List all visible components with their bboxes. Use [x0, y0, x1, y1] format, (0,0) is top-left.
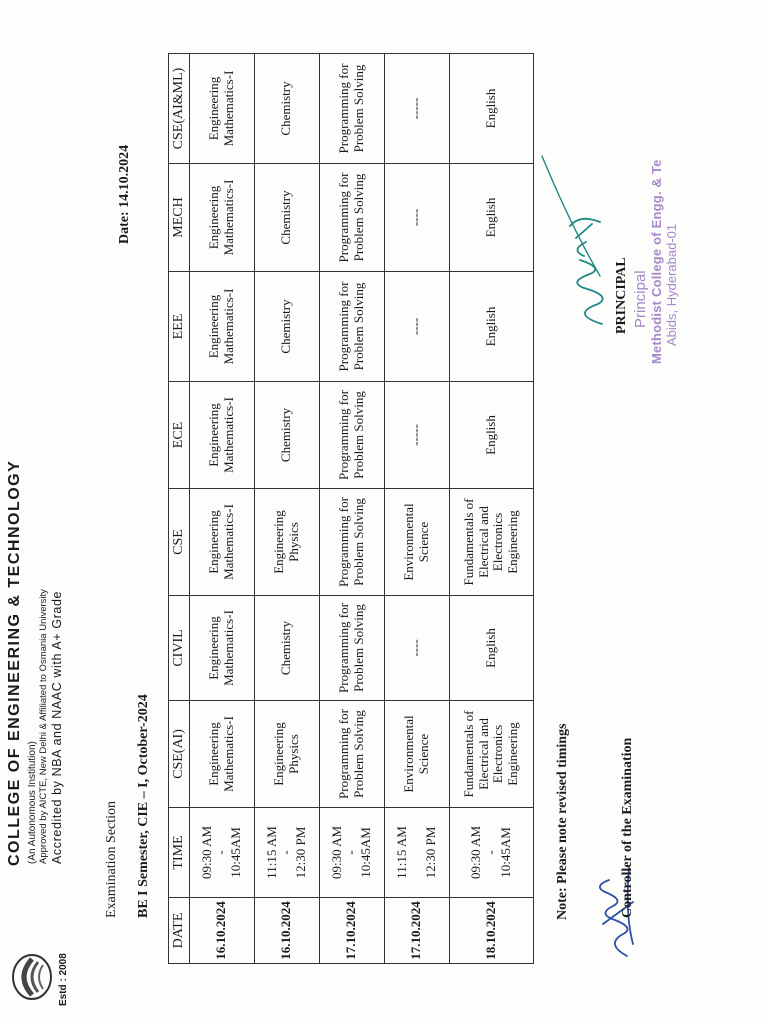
subject-cell: Chemistry [254, 164, 319, 272]
column-header: MECH [169, 164, 190, 272]
subject-cell: Programming for Problem Solving [319, 164, 384, 272]
subject-cell: Fundamentals of Electrical and Electronics Engineering [449, 489, 533, 596]
subject-cell: English [449, 54, 533, 164]
issue-date: Date: 14.10.2024 [117, 144, 132, 244]
column-header: DATE [169, 898, 190, 964]
subject-cell: Chemistry [254, 54, 319, 164]
exam-timetable [168, 53, 534, 964]
subject-cell: Environmental Science [384, 489, 449, 596]
time-end: 10:45AM [227, 827, 243, 878]
time-start: 09:30 AM [468, 825, 484, 880]
table-header-row [169, 54, 190, 964]
time-separator: - [278, 850, 294, 855]
subject-cell: Engineering Mathematics-I [189, 489, 254, 596]
subject-cell: ----- [384, 54, 449, 164]
controller-title: Controller of the Examination [620, 737, 635, 918]
column-header: CSE [169, 489, 190, 596]
date-cell: 16.10.2024 [254, 898, 319, 964]
subject-cell: English [449, 596, 533, 701]
time-cell [319, 808, 384, 898]
subject-cell: Programming for Problem Solving [319, 272, 384, 382]
college-name: COLLEGE OF ENGINEERING & TECHNOLOGY [6, 459, 23, 866]
time-end: 12:30 PM [292, 826, 308, 879]
accreditation-note: Accredited by NBA and NAAC with A+ Grade [50, 590, 64, 864]
date-cell: 17.10.2024 [384, 898, 449, 964]
subject-cell: Engineering Physics [254, 489, 319, 596]
principal-stamp [632, 159, 679, 364]
time-start: 11:15 AM [263, 826, 279, 879]
column-header: CSE(AI&ML) [169, 54, 190, 164]
established-year: Estd : 2008 [58, 953, 69, 1006]
time-cell [384, 808, 449, 898]
time-separator: - [483, 850, 498, 855]
time-end: 10:45AM [497, 827, 513, 878]
subject-cell: Environmental Science [384, 701, 449, 808]
stamp-address: Abids, Hyderabad-01 [664, 223, 679, 346]
table-row [384, 54, 449, 964]
table-row [449, 54, 533, 964]
principal-title: PRINCIPAL [614, 257, 629, 334]
autonomous-note: (An Autonomous Institution) [27, 741, 38, 864]
subject-cell: Engineering Mathematics-I [189, 596, 254, 701]
subject-cell: Engineering Mathematics-I [189, 164, 254, 272]
college-emblem-icon [8, 952, 54, 1002]
table-row [319, 54, 384, 964]
time-end: 10:45AM [357, 827, 373, 878]
time-start: 09:30 AM [198, 825, 214, 880]
revision-note: Note: Please note revised timings [555, 723, 570, 920]
subject-cell: ----- [384, 382, 449, 489]
date-cell: 16.10.2024 [189, 898, 254, 964]
subject-cell: ---- [384, 272, 449, 382]
subject-cell: English [449, 164, 533, 272]
stamp-title: Principal [632, 270, 649, 328]
time-end: 12:30 PM [422, 826, 438, 879]
subject-cell: English [449, 272, 533, 382]
semester-title: BE I Semester, CIE – I, October-2024 [136, 694, 151, 918]
subject-cell: Engineering Mathematics-I [189, 701, 254, 808]
column-header: TIME [169, 808, 190, 898]
subject-cell: Programming for Problem Solving [319, 596, 384, 701]
time-start: 09:30 AM [328, 825, 344, 880]
approval-note: Approved by AICTE, New Delhi & Affiliated to Osmania University [38, 589, 49, 864]
date-cell: 18.10.2024 [449, 898, 533, 964]
subject-cell: ---- [384, 164, 449, 272]
subject-cell: Chemistry [254, 382, 319, 489]
subject-cell: Engineering Physics [254, 701, 319, 808]
subject-cell: Fundamentals of Electrical and Electronics Engineering [449, 701, 533, 808]
stamp-college: Methodist College of Engg. & Te [649, 159, 664, 364]
table-row [189, 54, 254, 964]
time-cell [449, 808, 533, 898]
table-row [254, 54, 319, 964]
column-header: CSE(AI) [169, 701, 190, 808]
subject-cell: Engineering Mathematics-I [189, 54, 254, 164]
subject-cell: Chemistry [254, 596, 319, 701]
column-header: EEE [169, 272, 190, 382]
time-separator: - [343, 850, 359, 855]
time-cell [254, 808, 319, 898]
subject-cell: English [449, 382, 533, 489]
principal-signature [540, 154, 620, 334]
section-title: Examination Section [104, 800, 119, 918]
subject-cell: Engineering Mathematics-I [189, 272, 254, 382]
time-separator [409, 811, 424, 894]
subject-cell: Chemistry [254, 272, 319, 382]
time-cell [189, 808, 254, 898]
subject-cell: Programming for Problem Solving [319, 382, 384, 489]
time-separator: - [213, 850, 229, 855]
subject-cell: Programming for Problem Solving [319, 701, 384, 808]
time-start: 11:15 AM [393, 826, 409, 879]
subject-cell: Programming for Problem Solving [319, 54, 384, 164]
subject-cell: ---- [384, 596, 449, 701]
subject-cell: Programming for Problem Solving [319, 489, 384, 596]
subject-cell: Engineering Mathematics-I [189, 382, 254, 489]
date-cell: 17.10.2024 [319, 898, 384, 964]
column-header: CIVIL [169, 596, 190, 701]
column-header: ECE [169, 382, 190, 489]
